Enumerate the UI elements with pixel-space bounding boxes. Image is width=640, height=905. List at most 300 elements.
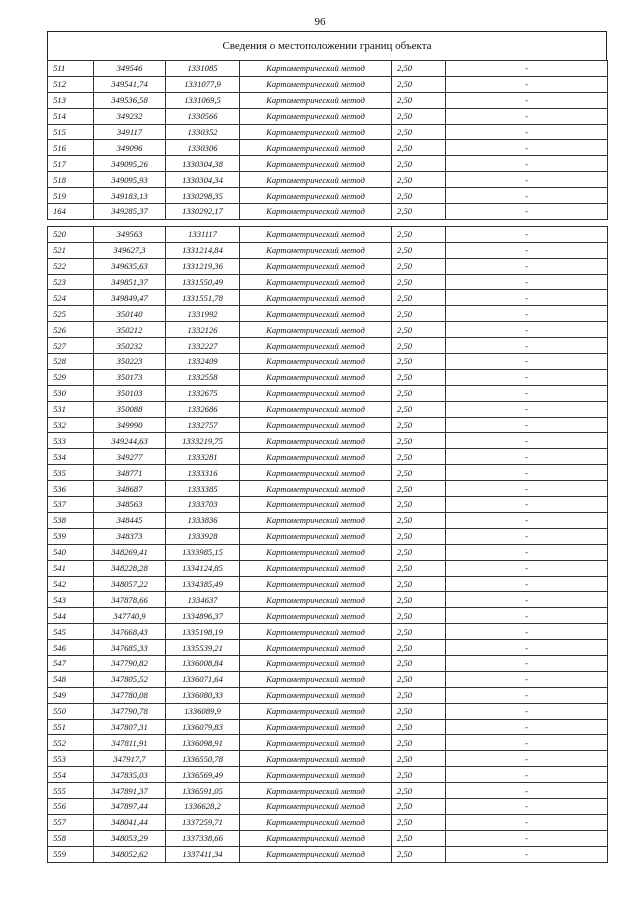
accuracy-cell: 2,50	[392, 306, 446, 322]
table-row	[48, 783, 608, 799]
description-cell: -	[446, 306, 608, 322]
accuracy-cell: 2,50	[392, 76, 446, 92]
description-cell: -	[446, 76, 608, 92]
table-row	[48, 687, 608, 703]
coordinate-x-cell: 347685,33	[94, 640, 166, 656]
method-cell: Картометрический метод	[240, 322, 392, 338]
coordinate-x-cell: 350088	[94, 401, 166, 417]
coordinate-y-cell: 1333219,75	[166, 433, 240, 449]
description-cell: -	[446, 512, 608, 528]
description-cell: -	[446, 322, 608, 338]
point-number-cell: 550	[48, 703, 94, 719]
accuracy-cell: 2,50	[392, 385, 446, 401]
point-number-cell: 534	[48, 449, 94, 465]
description-cell: -	[446, 124, 608, 140]
coordinate-y-cell: 1333385	[166, 481, 240, 497]
table-row	[48, 401, 608, 417]
method-cell: Картометрический метод	[240, 783, 392, 799]
coordinate-x-cell: 349232	[94, 108, 166, 124]
coordinate-x-cell: 349851,37	[94, 274, 166, 290]
coordinate-y-cell: 1337259,71	[166, 814, 240, 830]
method-cell: Картометрический метод	[240, 204, 392, 220]
coordinate-y-cell: 1332558	[166, 369, 240, 385]
accuracy-cell: 2,50	[392, 274, 446, 290]
accuracy-cell: 2,50	[392, 481, 446, 497]
description-cell: -	[446, 703, 608, 719]
coordinate-y-cell: 1336089,9	[166, 703, 240, 719]
table-row	[48, 188, 608, 204]
coordinate-x-cell: 350103	[94, 385, 166, 401]
point-number-cell: 543	[48, 592, 94, 608]
accuracy-cell: 2,50	[392, 92, 446, 108]
coordinate-y-cell: 1333316	[166, 465, 240, 481]
table-row	[48, 814, 608, 830]
table-row	[48, 124, 608, 140]
accuracy-cell: 2,50	[392, 156, 446, 172]
coordinate-y-cell: 1330352	[166, 124, 240, 140]
accuracy-cell: 2,50	[392, 655, 446, 671]
table-row	[48, 242, 608, 258]
coordinate-y-cell: 1330306	[166, 140, 240, 156]
coordinate-x-cell: 347668,43	[94, 624, 166, 640]
coordinate-x-cell: 347805,52	[94, 671, 166, 687]
point-number-cell: 536	[48, 481, 94, 497]
method-cell: Картометрический метод	[240, 226, 392, 242]
table-row	[48, 76, 608, 92]
description-cell: -	[446, 61, 608, 77]
coordinate-y-cell: 1336071,64	[166, 671, 240, 687]
method-cell: Картометрический метод	[240, 687, 392, 703]
accuracy-cell: 2,50	[392, 640, 446, 656]
boundary-coordinates-table	[47, 60, 608, 863]
description-cell: -	[446, 465, 608, 481]
coordinate-y-cell: 1331069,5	[166, 92, 240, 108]
coordinate-y-cell: 1335539,21	[166, 640, 240, 656]
point-number-cell: 541	[48, 560, 94, 576]
point-number-cell: 549	[48, 687, 94, 703]
point-number-cell: 555	[48, 783, 94, 799]
table-row	[48, 640, 608, 656]
point-number-cell: 518	[48, 172, 94, 188]
point-number-cell: 522	[48, 258, 94, 274]
accuracy-cell: 2,50	[392, 767, 446, 783]
accuracy-cell: 2,50	[392, 560, 446, 576]
accuracy-cell: 2,50	[392, 124, 446, 140]
point-number-cell: 559	[48, 846, 94, 862]
section-separator	[48, 219, 608, 226]
coordinate-x-cell: 347878,66	[94, 592, 166, 608]
description-cell: -	[446, 719, 608, 735]
description-cell: -	[446, 798, 608, 814]
coordinate-y-cell: 1331214,84	[166, 242, 240, 258]
coordinate-x-cell: 347807,31	[94, 719, 166, 735]
accuracy-cell: 2,50	[392, 258, 446, 274]
description-cell: -	[446, 172, 608, 188]
description-cell: -	[446, 449, 608, 465]
table-row	[48, 830, 608, 846]
coordinate-y-cell: 1331219,36	[166, 258, 240, 274]
description-cell: -	[446, 156, 608, 172]
table-row	[48, 108, 608, 124]
description-cell: -	[446, 751, 608, 767]
coordinate-y-cell: 1330304,38	[166, 156, 240, 172]
table-row	[48, 172, 608, 188]
point-number-cell: 554	[48, 767, 94, 783]
table-row	[48, 61, 608, 77]
coordinate-y-cell: 1331117	[166, 226, 240, 242]
accuracy-cell: 2,50	[392, 204, 446, 220]
coordinate-y-cell: 1331551,78	[166, 290, 240, 306]
accuracy-cell: 2,50	[392, 608, 446, 624]
point-number-cell: 525	[48, 306, 94, 322]
method-cell: Картометрический метод	[240, 242, 392, 258]
description-cell: -	[446, 830, 608, 846]
description-cell: -	[446, 608, 608, 624]
table-row	[48, 258, 608, 274]
point-number-cell: 511	[48, 61, 94, 77]
point-number-cell: 164	[48, 204, 94, 220]
accuracy-cell: 2,50	[392, 592, 446, 608]
accuracy-cell: 2,50	[392, 512, 446, 528]
description-cell: -	[446, 592, 608, 608]
accuracy-cell: 2,50	[392, 497, 446, 513]
accuracy-cell: 2,50	[392, 576, 446, 592]
point-number-cell: 542	[48, 576, 94, 592]
coordinate-x-cell: 350223	[94, 354, 166, 370]
point-number-cell: 557	[48, 814, 94, 830]
coordinate-y-cell: 1334896,37	[166, 608, 240, 624]
accuracy-cell: 2,50	[392, 830, 446, 846]
coordinate-x-cell: 349244,63	[94, 433, 166, 449]
table-row	[48, 703, 608, 719]
coordinate-x-cell: 348053,29	[94, 830, 166, 846]
point-number-cell: 547	[48, 655, 94, 671]
method-cell: Картометрический метод	[240, 655, 392, 671]
coordinate-x-cell: 347897,44	[94, 798, 166, 814]
description-cell: -	[446, 560, 608, 576]
table-row	[48, 449, 608, 465]
description-cell: -	[446, 108, 608, 124]
point-number-cell: 516	[48, 140, 94, 156]
point-number-cell: 556	[48, 798, 94, 814]
method-cell: Картометрический метод	[240, 433, 392, 449]
method-cell: Картометрический метод	[240, 449, 392, 465]
method-cell: Картометрический метод	[240, 751, 392, 767]
coordinate-x-cell: 348445	[94, 512, 166, 528]
point-number-cell: 527	[48, 338, 94, 354]
coordinate-x-cell: 349285,37	[94, 204, 166, 220]
coordinate-x-cell: 348687	[94, 481, 166, 497]
point-number-cell: 552	[48, 735, 94, 751]
point-number-cell: 515	[48, 124, 94, 140]
table-row	[48, 767, 608, 783]
accuracy-cell: 2,50	[392, 449, 446, 465]
point-number-cell: 545	[48, 624, 94, 640]
accuracy-cell: 2,50	[392, 338, 446, 354]
table-row	[48, 226, 608, 242]
accuracy-cell: 2,50	[392, 528, 446, 544]
table-row	[48, 369, 608, 385]
point-number-cell: 532	[48, 417, 94, 433]
table-row	[48, 338, 608, 354]
coordinate-x-cell: 347917,7	[94, 751, 166, 767]
method-cell: Картометрический метод	[240, 258, 392, 274]
coordinate-y-cell: 1337411,34	[166, 846, 240, 862]
description-cell: -	[446, 640, 608, 656]
point-number-cell: 528	[48, 354, 94, 370]
coordinate-x-cell: 349536,58	[94, 92, 166, 108]
description-cell: -	[446, 687, 608, 703]
description-cell: -	[446, 338, 608, 354]
table-row	[48, 306, 608, 322]
accuracy-cell: 2,50	[392, 140, 446, 156]
point-number-cell: 520	[48, 226, 94, 242]
point-number-cell: 544	[48, 608, 94, 624]
accuracy-cell: 2,50	[392, 433, 446, 449]
coordinate-y-cell: 1334637	[166, 592, 240, 608]
coordinate-y-cell: 1332686	[166, 401, 240, 417]
method-cell: Картометрический метод	[240, 814, 392, 830]
description-cell: -	[446, 417, 608, 433]
coordinate-y-cell: 1330298,35	[166, 188, 240, 204]
accuracy-cell: 2,50	[392, 369, 446, 385]
method-cell: Картометрический метод	[240, 576, 392, 592]
accuracy-cell: 2,50	[392, 783, 446, 799]
coordinate-y-cell: 1334385,49	[166, 576, 240, 592]
coordinate-x-cell: 349990	[94, 417, 166, 433]
method-cell: Картометрический метод	[240, 528, 392, 544]
method-cell: Картометрический метод	[240, 385, 392, 401]
method-cell: Картометрический метод	[240, 172, 392, 188]
coordinate-x-cell: 349183,13	[94, 188, 166, 204]
table-row	[48, 592, 608, 608]
description-cell: -	[446, 369, 608, 385]
method-cell: Картометрический метод	[240, 544, 392, 560]
point-number-cell: 524	[48, 290, 94, 306]
point-number-cell: 539	[48, 528, 94, 544]
method-cell: Картометрический метод	[240, 767, 392, 783]
coordinate-x-cell: 348052,62	[94, 846, 166, 862]
method-cell: Картометрический метод	[240, 124, 392, 140]
description-cell: -	[446, 767, 608, 783]
coordinate-x-cell: 348228,28	[94, 560, 166, 576]
point-number-cell: 523	[48, 274, 94, 290]
table-row	[48, 354, 608, 370]
table-row	[48, 576, 608, 592]
coordinate-y-cell: 1331077,9	[166, 76, 240, 92]
coordinate-x-cell: 349095,93	[94, 172, 166, 188]
coordinate-x-cell: 347790,78	[94, 703, 166, 719]
coordinate-y-cell: 1330292,17	[166, 204, 240, 220]
coordinate-y-cell: 1331992	[166, 306, 240, 322]
page-number: 96	[314, 16, 326, 28]
table-row	[48, 624, 608, 640]
accuracy-cell: 2,50	[392, 401, 446, 417]
method-cell: Картометрический метод	[240, 354, 392, 370]
table-row	[48, 846, 608, 862]
table-row	[48, 322, 608, 338]
coordinate-y-cell: 1332675	[166, 385, 240, 401]
table-row	[48, 140, 608, 156]
coordinate-y-cell: 1336098,91	[166, 735, 240, 751]
table-row	[48, 608, 608, 624]
coordinate-x-cell: 350140	[94, 306, 166, 322]
method-cell: Картометрический метод	[240, 465, 392, 481]
method-cell: Картометрический метод	[240, 512, 392, 528]
accuracy-cell: 2,50	[392, 671, 446, 687]
description-cell: -	[446, 783, 608, 799]
accuracy-cell: 2,50	[392, 687, 446, 703]
coordinate-y-cell: 1332126	[166, 322, 240, 338]
point-number-cell: 540	[48, 544, 94, 560]
method-cell: Картометрический метод	[240, 735, 392, 751]
accuracy-cell: 2,50	[392, 624, 446, 640]
method-cell: Картометрический метод	[240, 592, 392, 608]
point-number-cell: 537	[48, 497, 94, 513]
method-cell: Картометрический метод	[240, 560, 392, 576]
description-cell: -	[446, 188, 608, 204]
table-title: Сведения о местоположении границ объекта	[47, 31, 607, 60]
method-cell: Картометрический метод	[240, 846, 392, 862]
coordinate-x-cell: 348373	[94, 528, 166, 544]
coordinate-y-cell: 1337338,66	[166, 830, 240, 846]
method-cell: Картометрический метод	[240, 61, 392, 77]
table-row	[48, 290, 608, 306]
coordinate-x-cell: 348771	[94, 465, 166, 481]
accuracy-cell: 2,50	[392, 719, 446, 735]
point-number-cell: 548	[48, 671, 94, 687]
method-cell: Картометрический метод	[240, 76, 392, 92]
coordinate-y-cell: 1336079,83	[166, 719, 240, 735]
table-row	[48, 719, 608, 735]
method-cell: Картометрический метод	[240, 274, 392, 290]
table-row	[48, 671, 608, 687]
method-cell: Картометрический метод	[240, 703, 392, 719]
accuracy-cell: 2,50	[392, 61, 446, 77]
table-row	[48, 528, 608, 544]
point-number-cell: 535	[48, 465, 94, 481]
coordinate-x-cell: 347740,9	[94, 608, 166, 624]
point-number-cell: 533	[48, 433, 94, 449]
coordinate-y-cell: 1336008,84	[166, 655, 240, 671]
coordinate-x-cell: 349095,26	[94, 156, 166, 172]
table-row	[48, 92, 608, 108]
description-cell: -	[446, 814, 608, 830]
description-cell: -	[446, 354, 608, 370]
coordinate-y-cell: 1336080,33	[166, 687, 240, 703]
point-number-cell: 551	[48, 719, 94, 735]
method-cell: Картометрический метод	[240, 608, 392, 624]
coordinate-y-cell: 1332227	[166, 338, 240, 354]
point-number-cell: 531	[48, 401, 94, 417]
description-cell: -	[446, 544, 608, 560]
point-number-cell: 521	[48, 242, 94, 258]
coordinate-y-cell: 1334124,85	[166, 560, 240, 576]
point-number-cell: 538	[48, 512, 94, 528]
table-row	[48, 655, 608, 671]
coordinate-y-cell: 1333928	[166, 528, 240, 544]
method-cell: Картометрический метод	[240, 830, 392, 846]
accuracy-cell: 2,50	[392, 465, 446, 481]
table-row	[48, 544, 608, 560]
point-number-cell: 546	[48, 640, 94, 656]
accuracy-cell: 2,50	[392, 544, 446, 560]
accuracy-cell: 2,50	[392, 322, 446, 338]
method-cell: Картометрический метод	[240, 306, 392, 322]
coordinate-x-cell: 350212	[94, 322, 166, 338]
coordinate-x-cell: 348563	[94, 497, 166, 513]
description-cell: -	[446, 433, 608, 449]
point-number-cell: 514	[48, 108, 94, 124]
point-number-cell: 530	[48, 385, 94, 401]
coordinate-x-cell: 349541,74	[94, 76, 166, 92]
coordinate-y-cell: 1333703	[166, 497, 240, 513]
method-cell: Картометрический метод	[240, 497, 392, 513]
accuracy-cell: 2,50	[392, 751, 446, 767]
description-cell: -	[446, 497, 608, 513]
coordinate-y-cell: 1336550,78	[166, 751, 240, 767]
method-cell: Картометрический метод	[240, 290, 392, 306]
coordinate-y-cell: 1336569,49	[166, 767, 240, 783]
description-cell: -	[446, 226, 608, 242]
description-cell: -	[446, 401, 608, 417]
point-number-cell: 513	[48, 92, 94, 108]
table-row	[48, 465, 608, 481]
point-number-cell: 519	[48, 188, 94, 204]
coordinate-x-cell: 347780,08	[94, 687, 166, 703]
coordinate-x-cell: 347790,82	[94, 655, 166, 671]
method-cell: Картометрический метод	[240, 640, 392, 656]
description-cell: -	[446, 92, 608, 108]
point-number-cell: 526	[48, 322, 94, 338]
description-cell: -	[446, 385, 608, 401]
description-cell: -	[446, 242, 608, 258]
coordinate-x-cell: 348041,44	[94, 814, 166, 830]
coordinate-y-cell: 1331085	[166, 61, 240, 77]
accuracy-cell: 2,50	[392, 814, 446, 830]
description-cell: -	[446, 528, 608, 544]
accuracy-cell: 2,50	[392, 290, 446, 306]
coordinate-x-cell: 350232	[94, 338, 166, 354]
method-cell: Картометрический метод	[240, 624, 392, 640]
description-cell: -	[446, 290, 608, 306]
coordinate-x-cell: 349627,3	[94, 242, 166, 258]
method-cell: Картометрический метод	[240, 417, 392, 433]
method-cell: Картометрический метод	[240, 671, 392, 687]
accuracy-cell: 2,50	[392, 354, 446, 370]
accuracy-cell: 2,50	[392, 226, 446, 242]
method-cell: Картометрический метод	[240, 481, 392, 497]
coordinate-y-cell: 1331550,49	[166, 274, 240, 290]
table-row	[48, 433, 608, 449]
table-row	[48, 385, 608, 401]
description-cell: -	[446, 671, 608, 687]
description-cell: -	[446, 258, 608, 274]
description-cell: -	[446, 735, 608, 751]
coordinate-x-cell: 347835,03	[94, 767, 166, 783]
table-row	[48, 481, 608, 497]
table-row	[48, 417, 608, 433]
table-row	[48, 274, 608, 290]
coordinate-x-cell: 347811,91	[94, 735, 166, 751]
coordinate-x-cell: 349563	[94, 226, 166, 242]
accuracy-cell: 2,50	[392, 417, 446, 433]
table-row	[48, 560, 608, 576]
coordinate-x-cell: 349277	[94, 449, 166, 465]
coordinate-y-cell: 1332409	[166, 354, 240, 370]
coordinate-y-cell: 1336591,05	[166, 783, 240, 799]
table-row	[48, 512, 608, 528]
